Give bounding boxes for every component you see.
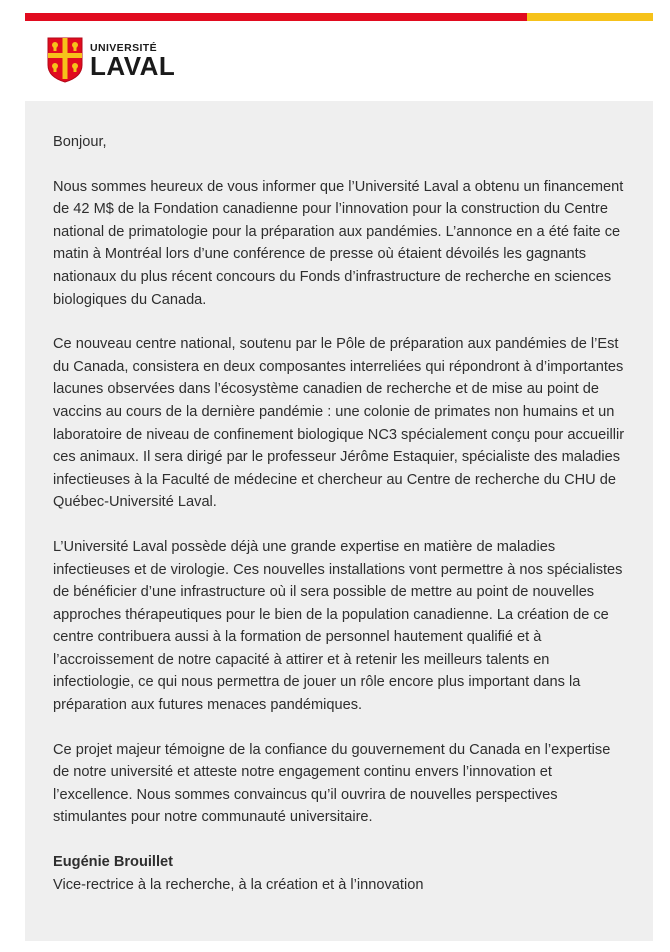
top-color-bar: [25, 13, 653, 21]
logo-text-big: LAVAL: [90, 50, 176, 81]
message-card: [25, 101, 653, 941]
top-bar-red: [25, 13, 527, 21]
logo-wordmark: [90, 42, 175, 79]
paragraph-1: Nous sommes heureux de vous informer que l’Université Laval a obtenu un financement de 42 M$ de la Fondation canadienne pour l’innovation pour la construction du Centre national de primatologie pour la préparation aux pandémies. L’annonce en a été faite ce matin à Montréal lors d’une conférence de presse où étaient dévoilés les gagnants nationaux du plus récent concours du Fonds d’infrastructure de recherche en sciences biologiques du Canada.: [53, 178, 624, 308]
signature-title: Vice-rectrice à la recherche, à la création et à l’innovation: [53, 876, 424, 893]
greeting: Bonjour,: [53, 134, 107, 150]
logo-text-small: UNIVERSITÉ: [90, 41, 158, 54]
signature-name: Eugénie Brouillet: [53, 854, 174, 871]
paragraph-2: Ce nouveau centre national, soutenu par le Pôle de préparation aux pandémies de l’Est du Canada, consistera en deux composantes interreliées qui répondront à d’importantes lacunes observées dans l’écosystème canadien de recherche et de mise au point de vaccins au cours de la dernière pandémie : une colonie de primates non humains et un laboratoire de niveau de confinement biologique NC3 spécialement conçu pour accueillir ces animaux. Il sera dirigé par le professeur Jérôme Estaquier, spécialiste des maladies infectieuses à la Faculté de médecine et chercheur au Centre de recherche du CHU de Québec-Université Laval.: [53, 336, 625, 511]
paragraph-3: L’Université Laval possède déjà une grande expertise en matière de maladies infectieuses et de virologie. Ces nouvelles installations vont permettre à nos spécialistes de bénéficier d’une infrastructure où il sera possible de mettre au point de nouvelles approches thérapeutiques pour le bien de la population canadienne. La création de ce centre contribuera aussi à la formation de personnel hautement qualifié et à l’accroissement de notre capacité à attirer et à retenir les meilleurs talents en infectiologie, ce qui nous permettra de jouer un rôle encore plus important dans la préparation aux futures menaces pandémiques.: [53, 538, 623, 714]
paragraph-4: Ce projet majeur témoigne de la confiance du gouvernement du Canada en l’expertise de notre université et atteste notre engagement continu envers l’innovation et l’excellence. Nous sommes convaincus qu’il ouvrira de nouvelles perspectives stimulantes pour notre communauté universitaire.: [53, 741, 611, 826]
shield-icon: [47, 37, 83, 83]
top-bar-gold: [527, 13, 653, 21]
university-logo: [47, 36, 175, 84]
